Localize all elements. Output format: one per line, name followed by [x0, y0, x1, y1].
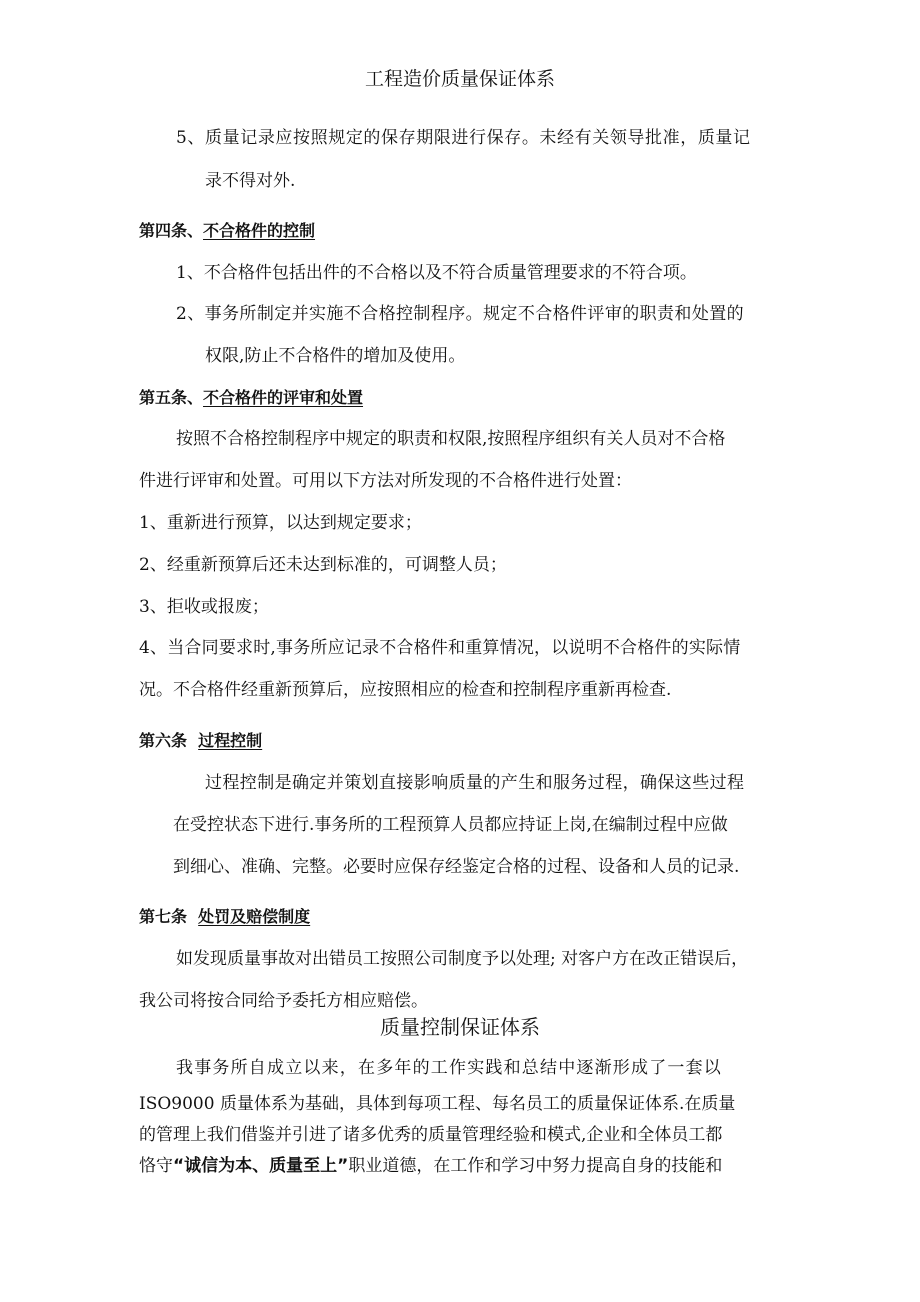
- article5-item2: 2、经重新预算后还未达到标准的，可调整人员；: [139, 555, 507, 575]
- article6-prefix: 第六条: [139, 731, 188, 750]
- article6-para-line2: 在受控状态下进行.事务所的工程预算人员都应持证上岗,在编制过程中应做: [173, 815, 728, 835]
- article5-para-line2: 件进行评审和处置。可用以下方法对所发现的不合格件进行处置：: [139, 471, 632, 491]
- article5-prefix: 第五条、: [139, 388, 204, 407]
- article4-item1: 1、不合格件包括出件的不合格以及不符合质量管理要求的不符合项。: [176, 263, 697, 283]
- article6-para-line3: 到细心、准确、完整。必要时应保存经鉴定合格的过程、设备和人员的记录.: [173, 857, 740, 877]
- section2-line4-post: 职业道德，在工作和学习中努力提高自身的技能和: [348, 1156, 723, 1176]
- section2-para-line2: ISO9000 质量体系为基础，具体到每项工程、每名员工的质量保证体系.在质量: [139, 1094, 736, 1114]
- article6-para-line1: 过程控制是确定并策划直接影响质量的产生和服务过程，确保这些过程: [205, 773, 745, 793]
- article5-para-line1: 按照不合格控制程序中规定的职责和权限,按照程序组织有关人员对不合格: [176, 429, 726, 449]
- section2-title: 质量控制保证体系: [380, 1015, 540, 1039]
- article5-title: 不合格件的评审和处置: [203, 388, 364, 407]
- article7-title: 处罚及赔偿制度: [198, 907, 311, 926]
- article7-para-line1: 如发现质量事故对出错员工按照公司制度予以处理; 对客户方在改正错误后，: [176, 949, 749, 969]
- article7-para-line2: 我公司将按合同给予委托方相应赔偿。: [139, 991, 428, 1011]
- item5-line1: 5、质量记录应按照规定的保存期限进行保存。未经有关领导批准，质量记: [176, 128, 751, 148]
- section2-para-line1: 我事务所自成立以来，在多年的工作实践和总结中逐渐形成了一套以: [176, 1058, 722, 1078]
- article5-item3: 3、拒收或报废；: [139, 597, 269, 617]
- section2-line4-pre: 恪守: [139, 1156, 173, 1176]
- article5-item1: 1、重新进行预算，以达到规定要求；: [139, 513, 422, 533]
- article5-item4-line2: 况。不合格件经重新预算后，应按照相应的检查和控制程序重新再检查.: [139, 680, 672, 700]
- article4-item2-line2: 权限,防止不合格件的增加及使用。: [205, 346, 466, 366]
- article5-item4-line1: 4、当合同要求时,事务所应记录不合格件和重算情况，以说明不合格件的实际情: [139, 638, 741, 658]
- article4-item2-line1: 2、事务所制定并实施不合格控制程序。规定不合格件评审的职责和处置的: [176, 304, 745, 324]
- page-title: 工程造价质量保证体系: [364, 68, 555, 90]
- article6-title: 过程控制: [198, 731, 263, 750]
- article4-prefix: 第四条、: [139, 221, 204, 240]
- section2-para-line4: [139, 1155, 722, 1177]
- article7-prefix: 第七条: [139, 907, 188, 926]
- article5-heading: [139, 387, 363, 409]
- motto-text: “诚信为本、质量至上”: [173, 1156, 349, 1176]
- article7-heading: [139, 906, 310, 928]
- section2-para-line3: 的管理上我们借鉴并引进了诸多优秀的质量管理经验和模式,企业和全体员工都: [139, 1125, 723, 1145]
- article4-heading: [139, 220, 315, 242]
- article4-title: 不合格件的控制: [203, 221, 316, 240]
- item5-line2: 录不得对外.: [205, 171, 296, 191]
- article6-heading: [139, 730, 262, 752]
